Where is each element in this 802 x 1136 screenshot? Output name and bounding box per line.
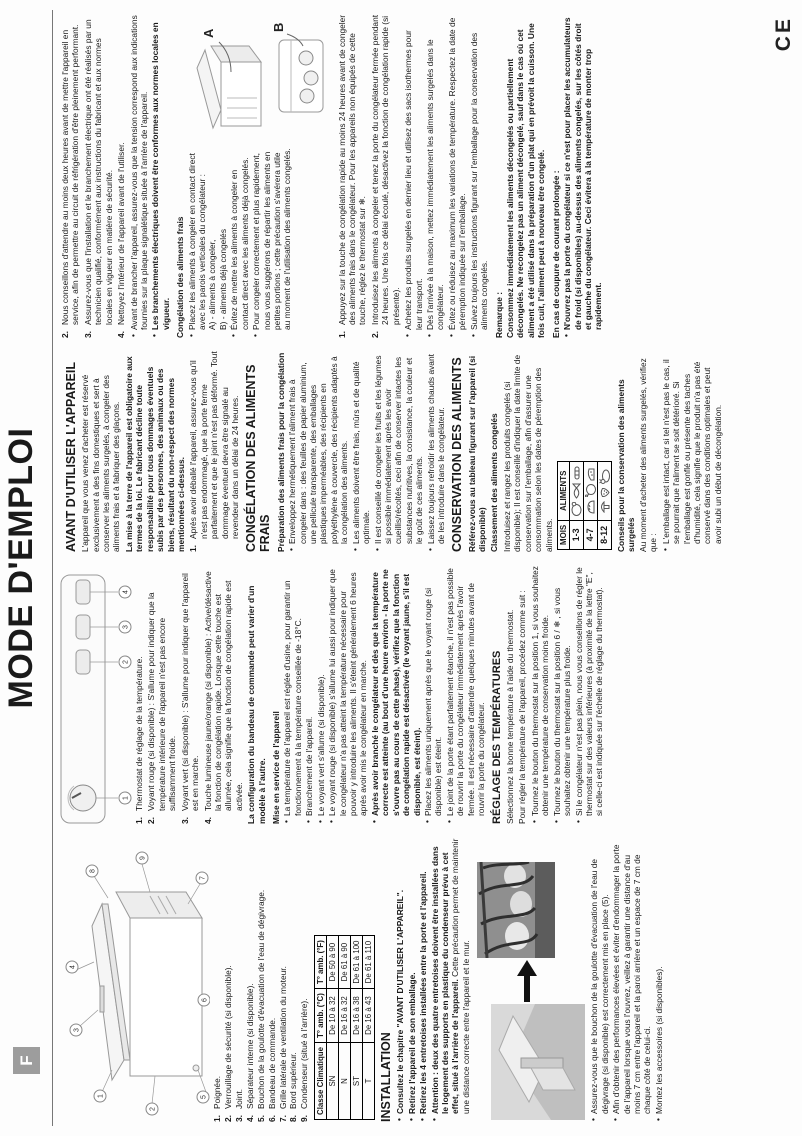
list-item: • Laissez toujours refroidir les aliments chauds avant de les introduire dans le congélateur. <box>426 350 447 552</box>
coupure-heading: En cas de coupure de courant prolongée : <box>550 170 561 338</box>
numbered-item-4: 4. Nettoyez l'intérieur de l'appareil avant de l'utiliser. <box>116 142 127 338</box>
column-right <box>60 14 798 338</box>
subsection-heading-mise-en-service: Mise en service de l'appareil <box>271 711 282 824</box>
electrical-bullets <box>129 14 172 338</box>
parts-item: 6. Bandeau de commande. <box>266 1017 277 1122</box>
table-header-row: MOIS ALIMENTS <box>557 461 569 549</box>
table-header-row: Classe Climatique T° amb. (°C) T° amb. (°F) <box>314 936 326 1120</box>
table-row: N De 16 à 32 De 61 à 90 <box>338 936 350 1120</box>
control-panel-diagram <box>60 572 134 824</box>
subsection-heading-conseils: Conseils pour la conservation des aliments surgelés <box>616 379 637 552</box>
climate-class-table <box>314 935 375 1120</box>
list-item: • Assurez-vous que le bouchon de la goulotte d'évacuation de l'eau de dégivrage (si disponible) est correctement mis en place (5). <box>589 838 610 1122</box>
remarque-heading: Remarque : <box>493 291 504 338</box>
conseils-intro: Au moment d'acheter des aliments surgelés, vérifiez que : <box>637 358 659 552</box>
panel-callout-4 <box>119 586 131 598</box>
freezing-bullets <box>187 14 293 338</box>
avant-item-1: 1. Après avoir déballé l'appareil, assurez-vous qu'il n'est pas endommagé, que la porte ferme parfaitement et que le joint n'est pas déformé. Tout dommage éventuel devra être signalé au revendeur dans un délai de 24 heures. <box>188 351 241 552</box>
svg-text:A: A <box>200 28 216 38</box>
callout-4 <box>66 961 78 973</box>
callout-9 <box>136 852 148 864</box>
congelation-bullets <box>287 350 446 552</box>
installation-photos <box>475 838 585 1120</box>
list-item: • Suivez toujours les instructions figurant sur l'emballage pour la conservation des aliments congelés. <box>469 14 490 338</box>
numbered-item-2: 2. Nous conseillons d'attendre au moins deux heures avant de mettre l'appareil en service, afin de permettre au circuit de réfrigération d'être pleinement performant. <box>60 24 81 338</box>
svg-text:4: 4 <box>122 590 130 594</box>
subsection-heading-preparation: Préparation des aliments frais pour la congélation <box>275 352 286 552</box>
coupure-bullets <box>562 14 604 338</box>
callout-2 <box>146 1103 158 1115</box>
parts-item: 1. Poignée. <box>212 1075 222 1122</box>
svg-text:2: 2 <box>122 660 130 664</box>
freezing-step-2: 2. Introduisez les aliments à congeler et tenez la porte du congélateur fermée pendant 24 heures. Une fois ce délai écoulé, désactivez la fonction de congélation rapide (si présente). <box>369 14 401 338</box>
label-b-line: B) - aliments déjà congelés <box>217 228 228 330</box>
table-row: T De 16 à 43 De 61 à 110 <box>363 936 375 1120</box>
freezing-step-1: 1. Appuyez sur la touche de congélation rapide au moins 24 heures avant de congeler des aliments frais dans le congélateur. Pour les appareils non équipés de cette touche, réglez le thermostat sur ❄. <box>336 14 368 338</box>
installation-bullets-2 <box>589 838 664 1122</box>
frozen-food-tips <box>403 14 489 338</box>
freezer-corner-photo <box>491 1004 585 1120</box>
panel-item: 2. Voyant rouge (si disponible) : S'allume pour indiquer que la température intérieure de l'appareil n'est pas encore suffisamment froide. <box>146 592 178 824</box>
panel-note: La configuration du bandeau de commande peut varier d'un modèle à l'autre. <box>246 585 267 824</box>
numbered-item-3: 3. Assurez-vous que l'installation et le branchement électrique ont été réalisés par un technicien qualifié, conformément aux instructions du fabricant et aux normes locales en vigueur en matière de sécurité. <box>82 19 114 338</box>
list-item: • Le voyant vert s'allume (si disponible). <box>316 566 326 824</box>
list-item: • Dès l'arrivée à la maison, mettez immédiatement les aliments surgelés dans le congélateur. <box>425 14 446 338</box>
section-heading-avant: AVANT D'UTILISER L'APPAREIL <box>64 362 78 552</box>
svg-text:3: 3 <box>73 1028 81 1032</box>
svg-text:8: 8 <box>89 869 97 873</box>
panel-item: 4. Touche lumineuse jaune/orange (si disponible) : Active/désactive la fonction de congélation rapide. Lorsque cette touche est allumée, cela signifie que la fonction de congélation rapide est activée. <box>202 571 244 824</box>
column-avant-congelation-conservation <box>60 350 798 552</box>
parts-item: 3. Joint. <box>233 1088 244 1122</box>
poultry-icon <box>585 484 596 497</box>
spacer-arrow-icon <box>517 960 537 1002</box>
conservation-intro: Introduisez et rangez les produits congelés (si disponible); Il est conseillé d'indiquer la date limite de conservation sur l'emballage, afin d'assurer une consommation selon les dates de péremption des aliments. <box>501 354 554 552</box>
section-heading-conservation: CONSERVATION DES ALIMENTS <box>450 357 465 552</box>
callout-6 <box>198 994 210 1006</box>
meat-icon <box>571 502 582 516</box>
svg-text:2: 2 <box>149 1107 157 1111</box>
section-heading-congelation: CONGÉLATION DES ALIMENTS FRAIS <box>244 364 272 552</box>
svg-text:7: 7 <box>199 876 207 880</box>
column-parts-installation <box>60 838 798 1122</box>
section-heading-installation: INSTALLATION <box>379 1032 394 1122</box>
sausage-icon <box>572 466 582 480</box>
avant-ground-warning: La mise à la terre de l'appareil est obligatoire aux termes de la loi. Le fabricant décline toute responsabilité pour tous dommages éventuels subis par des personnes, des animaux ou des biens, résultant du non-respect des normes mentionnées ci-dessus. <box>123 356 186 552</box>
panel-callout-2 <box>119 656 131 668</box>
list-item: • Consultez le chapitre "AVANT D'UTILISER L'APPAREIL". <box>395 838 405 1122</box>
list-item: • Retirez les 4 entretoises installées entre la porte et l'appareil. <box>418 838 428 1122</box>
language-badge: F <box>13 1047 40 1074</box>
svg-text:1: 1 <box>97 1094 105 1098</box>
label-a-line: A) - aliments à congeler, <box>207 239 218 330</box>
chest-freezer-diagram <box>60 842 210 1122</box>
list-item: • Attention : deux des quatre entretoises doivent être installées dans le logement des supports en plastique du condenseur prévu à cet effet, situé à l'arrière de l'appareil. Cette précaution permet de maintenir une distance correcte entre l'appareil et le mur. <box>430 838 472 1122</box>
list-item: • Évitez de mettre les aliments à congeler en contact direct avec les aliments déjà congelés. <box>229 14 250 338</box>
ce-mark: CE <box>772 16 795 52</box>
parts-item: 7. Grille latérale de ventilation du moteur. <box>277 966 288 1122</box>
parts-list <box>212 838 310 1122</box>
cheese-icon <box>586 468 596 481</box>
section-heading-reglage: RÉGLAGE DES TEMPÉRATURES <box>490 650 503 824</box>
list-item: • Le voyant rouge (si disponible) s'allume lui aussi pour indiquer que le congélateur n'a pas atteint la température nécessaire pour pouvoir y introduire les aliments. Il s'éteint généralement 6 heures après avoir mis le congélateur en marche. <box>327 566 369 824</box>
conservation-classement: Classement des aliments congelés <box>489 413 500 552</box>
condenser-closeup-photo <box>477 862 555 958</box>
mushroom-icon <box>599 501 610 513</box>
conservation-ref: Référez-vous au tableau figurant sur l'appareil (si disponible) <box>466 355 487 552</box>
installation-bullets <box>395 838 471 1122</box>
parts-item: 4. Séparateur interne (si disponible). <box>244 983 255 1122</box>
callout-3 <box>70 1024 82 1036</box>
callout-1 <box>94 1090 106 1102</box>
callout-7 <box>196 872 208 884</box>
list-item: • Évitez ou réduisez au maximum les variations de température. Respectez la date de péremption indiquée sur l'emballage. <box>447 14 468 338</box>
panel-callout-1 <box>119 792 131 804</box>
bread-icon <box>586 500 596 514</box>
list-item: • Les branchements électriques doivent être conformes aux normes locales en vigueur. <box>150 14 171 338</box>
panel-item: 3. Voyant vert (si disponible) : S'allume pour indiquer que l'appareil est en marche. <box>179 573 201 824</box>
list-item: • Retirez l'appareil de son emballage. <box>407 838 417 1122</box>
table-row: ST De 16 à 38 De 61 à 100 <box>351 936 363 1120</box>
parts-item: 8. Bord supérieur. <box>288 1052 299 1122</box>
list-item: • Les aliments doivent être frais, mûrs et de qualité optimale. <box>351 350 372 552</box>
svg-text:B: B <box>270 22 286 32</box>
table-row: SN De 10 à 32 De 50 à 90 <box>326 936 338 1120</box>
list-item: • Avant de brancher l'appareil, assurez-vous que la tension correspond aux indications fournies sur la plaque signalétique située à l'arrière de l'appareil. <box>129 14 150 338</box>
remarque-text: Consommez immédiatement les aliments décongelés ou partiellement décongelés. Ne recongelez pas un aliment décongelé, sauf dans le cas où cet aliment a été utilisé dans la préparation d'un plat qui en prévoit la cuisson. Une fois cuit, l'aliment peut à nouveau être congelé. <box>504 23 547 338</box>
table-row: 4-7 <box>584 461 598 549</box>
parts-item: 2. Verrouillage de sécurité (si disponible). <box>222 965 233 1122</box>
svg-text:1: 1 <box>122 796 130 800</box>
callout-5 <box>197 1091 209 1103</box>
mise-en-service-bullets <box>282 566 486 824</box>
list-item: • N'ouvrez pas la porte du congélateur si ce n'est pour placer les accumulateurs de froid (si disponibles) au-dessus des aliments congelés, sur les côtés droit et gauche du congélateur. Ceci évitera à la température de monter trop rapidement. <box>562 14 604 338</box>
subsection-heading-congelation-frais: Congélation des aliments frais <box>175 216 186 338</box>
table-row: 8-12 <box>598 461 612 549</box>
parts-item: 5. Bouchon de la goulotte d'évacuation de l'eau de dégivrage. <box>255 889 266 1122</box>
list-item: • Le joint de la porte étant parfaitement étanche, il n'est pas possible de rouvrir la porte du congélateur immédiatement après l'avoir fermée. Il est nécessaire d'attendre quelques minutes avant de rouvrir la porte du congélateur. <box>445 566 487 824</box>
reglage-intro-2: Pour régler la température de l'appareil, procédez comme suit : <box>517 590 528 824</box>
storage-months-table <box>557 461 612 550</box>
panel-item: 1. Thermostat de réglage de la température. <box>134 656 144 824</box>
list-item: • Si le congélateur n'est pas plein, nous vous conseillons de régler le thermostat sur des valeurs inférieures (à proximité de la lettre "E", si celle-ci est indiquée sur l'échelle de réglage du thermostat). <box>574 566 605 824</box>
list-item: • Montez les accessoires (si disponibles). <box>654 838 664 1122</box>
list-item: • Afin d'obtenir des performances élevées et éviter d'endommager la porte de l'appareil lorsque vous l'ouvrez, veillez à garantir une distance d'au moins 7 cm entre l'appareil et la paroi arrière et un espace de 7 cm de chaque côté de celui-ci. <box>611 838 653 1122</box>
list-item: • Pour congeler correctement et plus rapidement, nous vous suggérons de répartir les aliments en petites portions ; cette précaution s'avérera utile au moment de l'utilisation des aliments congelés. <box>251 14 293 338</box>
list-item: • Tournez le bouton du thermostat sur la position 6 / ❄ , si vous souhaitez obtenir une température plus froide. <box>552 566 573 824</box>
list-item: • Tournez le bouton du thermostat sur la position 1, si vous souhaitez obtenir une température de conservation moins froide. <box>530 566 551 824</box>
list-item: • L'emballage est intact, car si tel n'est pas le cas, il se pourrait que l'aliment se soit détérioré. Si l'emballage est gonflé ou présente des taches d'humidité, cela signifie que le produit n'a pas été conservé dans des conditions optimales et peut avoir subi un début de décongélation. <box>661 350 724 552</box>
strawberry-icon <box>599 487 610 498</box>
header-divider <box>52 10 53 1126</box>
svg-text:5: 5 <box>200 1095 208 1099</box>
list-item: • Après avoir branché le congélateur et dès que la température correcte est atteinte (au bout d'une heure environ - la porte ne s'ouvre pas au cours de cette phase), vérifiez que la fonction de congélation rapide est désactivée (le voyant jaune, s'il est disponible, est éteint). <box>370 566 422 824</box>
page-title: MODE D'EMPLOI <box>2 427 40 709</box>
game-icon <box>599 469 610 484</box>
list-item: • Placez les aliments à congeler en contact direct avec les parois verticales du congélateur : A) - aliments à congeler, B) - aliments déjà congelés <box>187 14 229 338</box>
freezing-block <box>187 14 337 338</box>
list-item: • Branchement de l'appareil. <box>304 566 314 824</box>
fish-icon <box>572 483 581 499</box>
svg-text:6: 6 <box>201 998 209 1002</box>
callout-8 <box>86 865 98 877</box>
list-item: • La température de l'appareil est réglée d'usine, pour garantir un fonctionnement à la température conseillée de -18°C. <box>282 566 303 824</box>
table-row: 1-3 <box>570 461 584 549</box>
column-panel-service <box>60 566 798 824</box>
list-item: • Achetez les produits surgelés en dernier lieu et utilisez des sacs isothermes pour leur transport. <box>403 14 424 338</box>
conseils-bullets <box>661 350 724 552</box>
reglage-intro: Sélectionnez la bonne température à l'aide du thermostat. <box>505 609 516 824</box>
svg-text:9: 9 <box>139 856 147 860</box>
svg-text:4: 4 <box>69 965 77 969</box>
svg-text:3: 3 <box>122 625 130 629</box>
list-item: • Il est conseillé de congeler les fruits et les légumes si possible immédiatement après les avoir cueillis/récoltés, ceci afin de conserver intactes les substances nutritives, la consistance, la couleur et le goût de ces aliments. <box>373 350 425 552</box>
parts-item: 9. Condenseur (situé à l'arrière). <box>299 998 310 1122</box>
panel-callout-3 <box>119 621 131 633</box>
avant-intro: L'appareil que vous venez d'acheter est réservé exclusivement à des fins domestiques et sert à conserver les aliments surgelés, à congeler des aliments frais et à fabriquer des glaçons. <box>80 374 122 552</box>
list-item: • Placez les aliments uniquement après que le voyant rouge (si disponible) est éteint. <box>423 566 444 824</box>
reglage-bullets <box>530 566 605 824</box>
list-item: • Enveloppez hermétiquement l'aliment frais à congeler dans : des feuilles de papier aluminium, une pellicule transparente, des emballages plastiques imperméables, des récipients en polyéthylène à couvercle, des récipients adaptés à la congélation des aliments. <box>287 350 350 552</box>
